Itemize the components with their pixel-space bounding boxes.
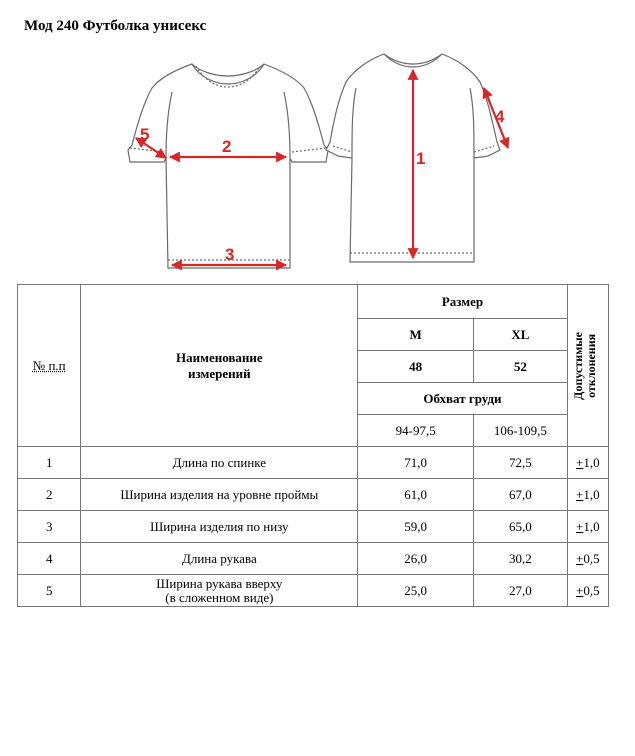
measure-label-2: 2: [222, 137, 232, 156]
size-chart-table: [17, 284, 609, 607]
chest-m: 94-97,5: [358, 415, 474, 447]
table-row: 1 Длина по спинке 71,0 72,5 +1,0: [18, 447, 609, 479]
size-header: Размер: [358, 285, 567, 319]
table-row: 4 Длина рукава 26,0 30,2 +0,5: [18, 543, 609, 575]
table-row: 5 Ширина рукава вверху (в сложенном виде) 25,0 27,0 +0,5: [18, 575, 609, 607]
col-name-header: Наименование измерений: [81, 285, 358, 447]
front-view: [128, 64, 328, 268]
chest-xl: 106-109,5: [474, 415, 568, 447]
size-xl: XL: [474, 319, 568, 351]
table-row: 2 Ширина изделия на уровне проймы 61,0 67,0 +1,0: [18, 479, 609, 511]
measure-label-3: 3: [225, 245, 235, 264]
chest-header: Обхват груди: [358, 383, 567, 415]
size-m-number: 48: [358, 351, 474, 383]
col-num-header: № п.п: [18, 285, 81, 447]
measure-label-4: 4: [495, 107, 505, 126]
page-title: Мод 240 Футболка унисекс: [24, 18, 207, 34]
measure-label-1: 1: [416, 149, 426, 168]
tshirt-technical-sketch: [0, 40, 635, 280]
size-m: M: [358, 319, 474, 351]
table-row: 3 Ширина изделия по низу 59,0 65,0 +1,0: [18, 511, 609, 543]
size-xl-number: 52: [474, 351, 568, 383]
tolerance-header: Допустимые отклонения: [567, 285, 608, 447]
measure-label-5: 5: [140, 125, 150, 144]
